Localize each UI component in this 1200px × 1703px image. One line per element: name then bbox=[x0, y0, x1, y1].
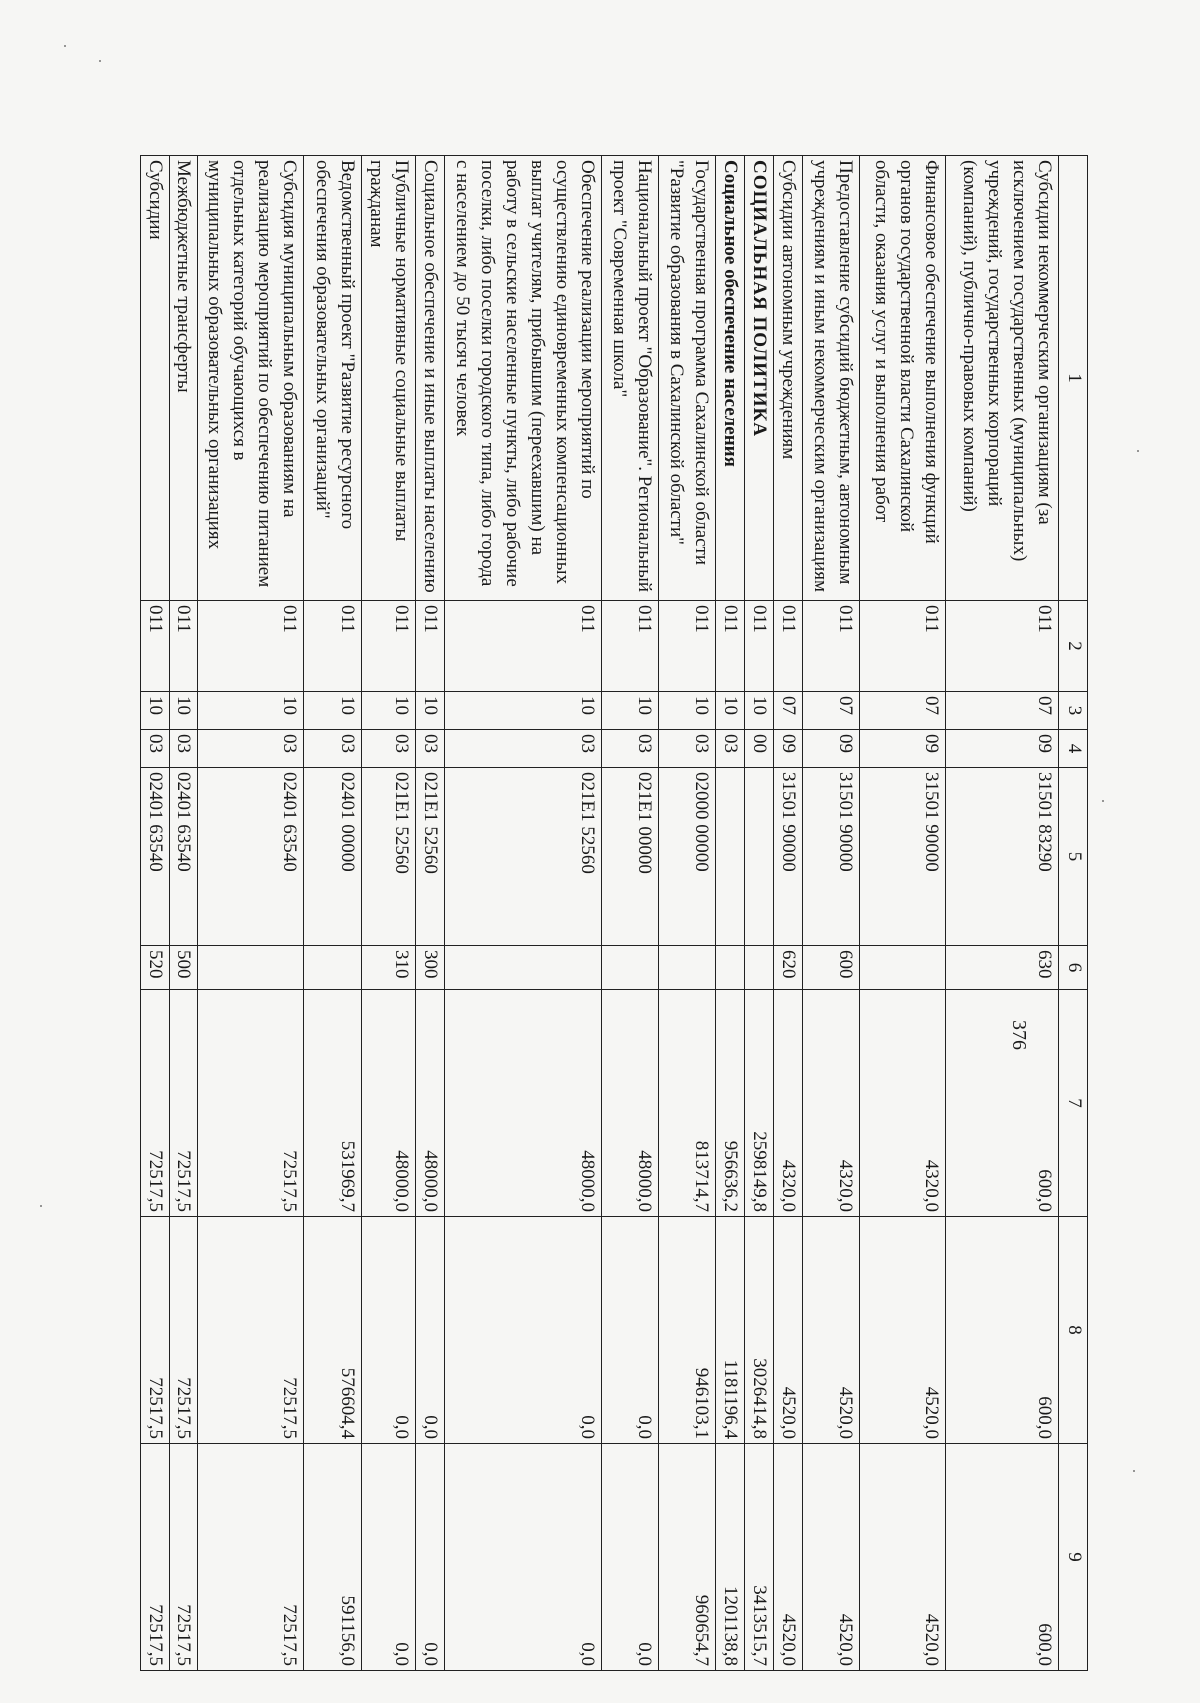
column-header: 8 bbox=[1059, 1217, 1088, 1444]
section-code-cell: 07 bbox=[773, 692, 802, 730]
amount-year3-cell: 4520,0 bbox=[860, 1444, 946, 1671]
column-header: 6 bbox=[1059, 946, 1088, 990]
subsection-code-cell: 03 bbox=[444, 730, 601, 768]
admin-code-cell: 011 bbox=[601, 601, 658, 692]
amount-year3-cell: 1201138,8 bbox=[716, 1444, 745, 1671]
amount-year3-cell: 72517,5 bbox=[198, 1444, 304, 1671]
target-article-cell: 021E1 52560 bbox=[444, 768, 601, 946]
subsection-code-cell: 03 bbox=[601, 730, 658, 768]
expense-type-cell bbox=[745, 946, 774, 990]
amount-year1-cell: 72517,5 bbox=[198, 990, 304, 1217]
row-name-cell: Предоставление субсидий бюджетным, автономным учреждениям и иным некоммерческим организациям bbox=[802, 156, 859, 601]
amount-year1-cell: 48000,0 bbox=[444, 990, 601, 1217]
expense-type-cell bbox=[659, 946, 716, 990]
scan-speck bbox=[64, 45, 66, 47]
row-name-cell: Государственная программа Сахалинской области "Развитие образования в Сахалинской области" bbox=[659, 156, 716, 601]
admin-code-cell: 011 bbox=[659, 601, 716, 692]
target-article-cell: 02401 63540 bbox=[198, 768, 304, 946]
amount-year2-cell: 576604,4 bbox=[304, 1217, 361, 1444]
section-code-cell: 10 bbox=[141, 692, 170, 730]
subsection-code-cell: 09 bbox=[860, 730, 946, 768]
admin-code-cell: 011 bbox=[361, 601, 415, 692]
expense-type-cell: 300 bbox=[415, 946, 444, 990]
admin-code-cell: 011 bbox=[745, 601, 774, 692]
column-header: 2 bbox=[1059, 601, 1088, 692]
admin-code-cell: 011 bbox=[946, 601, 1059, 692]
amount-year3-cell: 600,0 bbox=[946, 1444, 1059, 1671]
subsection-code-cell: 03 bbox=[304, 730, 361, 768]
table-row bbox=[141, 156, 170, 1671]
scan-speck bbox=[1133, 1470, 1135, 1472]
subsection-code-cell: 03 bbox=[141, 730, 170, 768]
amount-year2-cell: 0,0 bbox=[415, 1217, 444, 1444]
expense-type-cell bbox=[716, 946, 745, 990]
table-row bbox=[198, 156, 304, 1671]
amount-year3-cell: 72517,5 bbox=[169, 1444, 198, 1671]
column-header: 1 bbox=[1059, 156, 1088, 601]
page-number: 376 bbox=[1008, 1020, 1030, 1050]
admin-code-cell: 011 bbox=[860, 601, 946, 692]
admin-code-cell: 011 bbox=[198, 601, 304, 692]
amount-year3-cell: 4520,0 bbox=[802, 1444, 859, 1671]
section-code-cell: 10 bbox=[659, 692, 716, 730]
amount-year2-cell: 0,0 bbox=[361, 1217, 415, 1444]
column-header: 5 bbox=[1059, 768, 1088, 946]
subsection-code-cell: 00 bbox=[745, 730, 774, 768]
target-article-cell: 31501 83290 bbox=[946, 768, 1059, 946]
section-code-cell: 10 bbox=[198, 692, 304, 730]
row-name-cell: Национальный проект "Образование". Региональный проект "Современная школа" bbox=[601, 156, 658, 601]
amount-year2-cell: 600,0 bbox=[946, 1217, 1059, 1444]
amount-year3-cell: 591156,0 bbox=[304, 1444, 361, 1671]
section-code-cell: 10 bbox=[601, 692, 658, 730]
amount-year2-cell: 0,0 bbox=[444, 1217, 601, 1444]
subsection-code-cell: 09 bbox=[773, 730, 802, 768]
expense-type-cell bbox=[601, 946, 658, 990]
amount-year2-cell: 72517,5 bbox=[169, 1217, 198, 1444]
admin-code-cell: 011 bbox=[773, 601, 802, 692]
table-row bbox=[601, 156, 658, 1671]
amount-year1-cell: 48000,0 bbox=[415, 990, 444, 1217]
table-row bbox=[802, 156, 859, 1671]
target-article-cell: 02401 63540 bbox=[141, 768, 170, 946]
section-code-cell: 10 bbox=[361, 692, 415, 730]
target-article-cell: 31501 90000 bbox=[860, 768, 946, 946]
section-code-cell: 07 bbox=[946, 692, 1059, 730]
table-row bbox=[304, 156, 361, 1671]
table-body bbox=[141, 156, 1059, 1671]
section-code-cell: 10 bbox=[716, 692, 745, 730]
amount-year2-cell: 4520,0 bbox=[773, 1217, 802, 1444]
amount-year2-cell: 0,0 bbox=[601, 1217, 658, 1444]
target-article-cell: 02000 00000 bbox=[659, 768, 716, 946]
target-article-cell: 021E1 52560 bbox=[415, 768, 444, 946]
section-code-cell: 10 bbox=[415, 692, 444, 730]
section-code-cell: 10 bbox=[169, 692, 198, 730]
amount-year1-cell: 956636,2 bbox=[716, 990, 745, 1217]
row-name-cell: Финансовое обеспечение выполнения функций органов государственной власти Сахалинской области, оказания услуг и выполнения работ bbox=[860, 156, 946, 601]
admin-code-cell: 011 bbox=[802, 601, 859, 692]
row-name-cell: СОЦИАЛЬНАЯ ПОЛИТИКА bbox=[745, 156, 774, 601]
amount-year2-cell: 4520,0 bbox=[802, 1217, 859, 1444]
amount-year1-cell: 72517,5 bbox=[141, 990, 170, 1217]
table-row bbox=[745, 156, 774, 1671]
subsection-code-cell: 03 bbox=[198, 730, 304, 768]
expense-type-cell bbox=[304, 946, 361, 990]
expense-type-cell: 500 bbox=[169, 946, 198, 990]
scan-speck bbox=[1102, 800, 1104, 802]
table-row bbox=[444, 156, 601, 1671]
subsection-code-cell: 03 bbox=[659, 730, 716, 768]
column-header: 3 bbox=[1059, 692, 1088, 730]
table-row bbox=[860, 156, 946, 1671]
row-name-cell: Публичные нормативные социальные выплаты гражданам bbox=[361, 156, 415, 601]
amount-year3-cell: 0,0 bbox=[601, 1444, 658, 1671]
row-name-cell: Субсидии автономным учреждениям bbox=[773, 156, 802, 601]
amount-year2-cell: 1181196,4 bbox=[716, 1217, 745, 1444]
scan-speck bbox=[40, 1205, 42, 1207]
amount-year1-cell: 813714,7 bbox=[659, 990, 716, 1217]
table-row bbox=[415, 156, 444, 1671]
row-name-cell: Субсидии некоммерческим организациям (за исключением государственных (муниципальных) учреждений, государственных корпораций (компаний), публично-правовых компаний) bbox=[946, 156, 1059, 601]
expense-type-cell bbox=[198, 946, 304, 990]
target-article-cell bbox=[745, 768, 774, 946]
amount-year1-cell: 4320,0 bbox=[802, 990, 859, 1217]
amount-year1-cell: 2598149,8 bbox=[745, 990, 774, 1217]
row-name-cell: Субсидия муниципальным образованиям на реализацию мероприятий по обеспечению питанием отдельных категорий обучающихся в муниципальных образовательных организациях bbox=[198, 156, 304, 601]
column-number-row bbox=[1059, 156, 1088, 1671]
admin-code-cell: 011 bbox=[141, 601, 170, 692]
section-code-cell: 10 bbox=[444, 692, 601, 730]
table-row bbox=[169, 156, 198, 1671]
amount-year1-cell: 600,0 bbox=[946, 990, 1059, 1217]
section-code-cell: 07 bbox=[860, 692, 946, 730]
budget-table bbox=[140, 155, 1088, 1671]
expense-type-cell bbox=[444, 946, 601, 990]
amount-year3-cell: 0,0 bbox=[444, 1444, 601, 1671]
expense-type-cell: 600 bbox=[802, 946, 859, 990]
table-row bbox=[659, 156, 716, 1671]
amount-year2-cell: 72517,5 bbox=[198, 1217, 304, 1444]
subsection-code-cell: 09 bbox=[946, 730, 1059, 768]
expense-type-cell: 310 bbox=[361, 946, 415, 990]
row-name-cell: Межбюджетные трансферты bbox=[169, 156, 198, 601]
row-name-cell: Социальное обеспечение населения bbox=[716, 156, 745, 601]
amount-year1-cell: 531969,7 bbox=[304, 990, 361, 1217]
amount-year3-cell: 960654,7 bbox=[659, 1444, 716, 1671]
budget-sheet bbox=[140, 155, 1088, 1670]
subsection-code-cell: 03 bbox=[415, 730, 444, 768]
amount-year3-cell: 72517,5 bbox=[141, 1444, 170, 1671]
target-article-cell: 021E1 00000 bbox=[601, 768, 658, 946]
amount-year1-cell: 4320,0 bbox=[773, 990, 802, 1217]
admin-code-cell: 011 bbox=[444, 601, 601, 692]
admin-code-cell: 011 bbox=[169, 601, 198, 692]
section-code-cell: 10 bbox=[304, 692, 361, 730]
section-code-cell: 07 bbox=[802, 692, 859, 730]
column-header: 4 bbox=[1059, 730, 1088, 768]
section-code-cell: 10 bbox=[745, 692, 774, 730]
amount-year2-cell: 3026414,8 bbox=[745, 1217, 774, 1444]
target-article-cell: 31501 90000 bbox=[773, 768, 802, 946]
subsection-code-cell: 09 bbox=[802, 730, 859, 768]
target-article-cell bbox=[716, 768, 745, 946]
amount-year2-cell: 72517,5 bbox=[141, 1217, 170, 1444]
amount-year3-cell: 0,0 bbox=[415, 1444, 444, 1671]
amount-year3-cell: 3413515,7 bbox=[745, 1444, 774, 1671]
table-row bbox=[946, 156, 1059, 1671]
target-article-cell: 021E1 52560 bbox=[361, 768, 415, 946]
amount-year1-cell: 72517,5 bbox=[169, 990, 198, 1217]
subsection-code-cell: 03 bbox=[361, 730, 415, 768]
table-row bbox=[361, 156, 415, 1671]
expense-type-cell: 620 bbox=[773, 946, 802, 990]
subsection-code-cell: 03 bbox=[169, 730, 198, 768]
amount-year1-cell: 4320,0 bbox=[860, 990, 946, 1217]
row-name-cell: Ведомственный проект "Развитие ресурсного обеспечения образовательных организаций" bbox=[304, 156, 361, 601]
table-row bbox=[716, 156, 745, 1671]
amount-year1-cell: 48000,0 bbox=[361, 990, 415, 1217]
amount-year2-cell: 4520,0 bbox=[860, 1217, 946, 1444]
target-article-cell: 31501 90000 bbox=[802, 768, 859, 946]
subsection-code-cell: 03 bbox=[716, 730, 745, 768]
table-row bbox=[773, 156, 802, 1671]
column-header: 9 bbox=[1059, 1444, 1088, 1671]
expense-type-cell bbox=[860, 946, 946, 990]
target-article-cell: 02401 63540 bbox=[169, 768, 198, 946]
row-name-cell: Социальное обеспечение и иные выплаты населению bbox=[415, 156, 444, 601]
admin-code-cell: 011 bbox=[304, 601, 361, 692]
amount-year1-cell: 48000,0 bbox=[601, 990, 658, 1217]
amount-year2-cell: 946103,1 bbox=[659, 1217, 716, 1444]
admin-code-cell: 011 bbox=[415, 601, 444, 692]
target-article-cell: 02401 00000 bbox=[304, 768, 361, 946]
scan-speck bbox=[99, 60, 101, 62]
row-name-cell: Обеспечение реализации мероприятий по осуществлению единовременных компенсационных выплат учителям, прибывшим (переехавшим) на работу в сельские населенные пункты, либо рабочие поселки, либо поселки городского типа, либо города с населением до 50 тысяч человек bbox=[444, 156, 601, 601]
scan-speck bbox=[1137, 450, 1139, 452]
amount-year3-cell: 4520,0 bbox=[773, 1444, 802, 1671]
column-header: 7 bbox=[1059, 990, 1088, 1217]
amount-year3-cell: 0,0 bbox=[361, 1444, 415, 1671]
expense-type-cell: 520 bbox=[141, 946, 170, 990]
admin-code-cell: 011 bbox=[716, 601, 745, 692]
expense-type-cell: 630 bbox=[946, 946, 1059, 990]
row-name-cell: Субсидии bbox=[141, 156, 170, 601]
